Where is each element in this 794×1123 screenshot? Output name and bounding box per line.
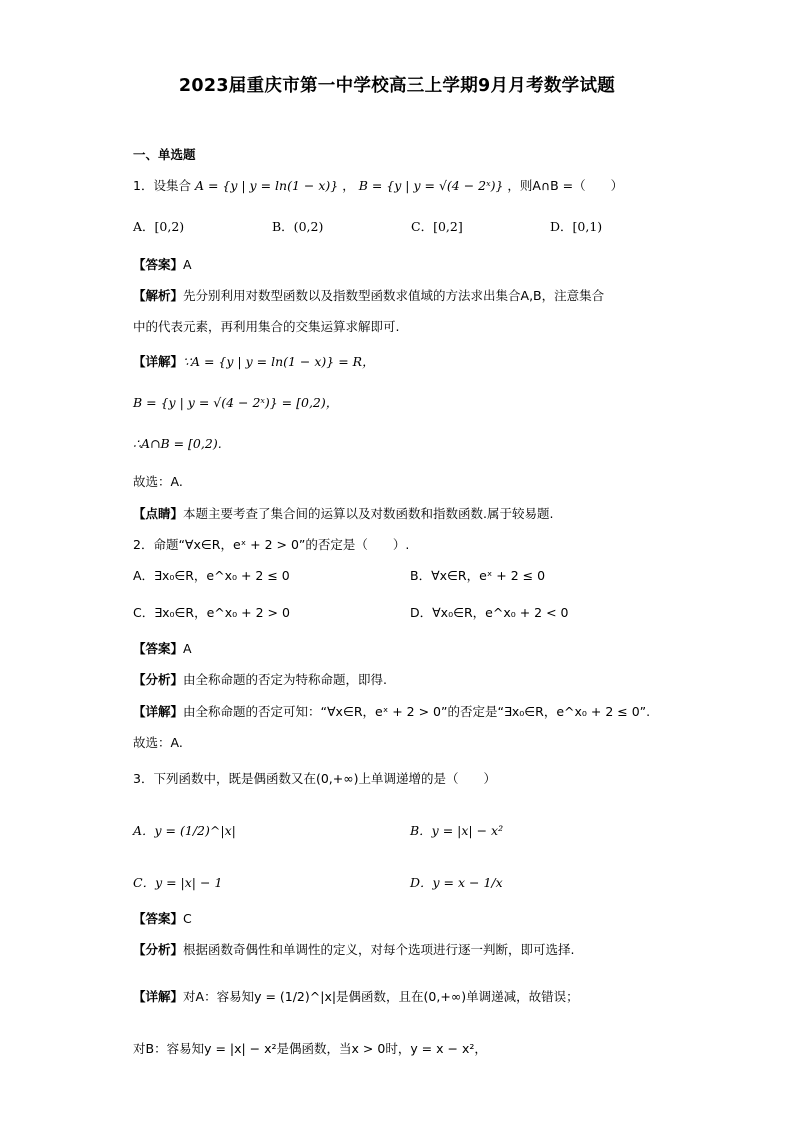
q1-stem (133, 177, 623, 195)
q2-option-d: D．∀x₀∈R，e^x₀ + 2 < 0 (410, 605, 569, 620)
section-heading: 一、单选题 (133, 147, 196, 162)
detail-text: 由全称命题的否定可知：“∀x∈R，eˣ + 2 > 0”的否定是“∃x₀∈R，e^x₀ + 2 ≤ 0”. (183, 704, 651, 719)
answer-value: A (183, 641, 192, 656)
q2-choose: 故选：A. (133, 735, 183, 750)
analysis-tag: 【分析】 (133, 942, 184, 957)
q3-option-c: C．y = |x| − 1 (133, 875, 223, 890)
q1-analysis-2: 中的代表元素，再利用集合的交集运算求解即可. (133, 319, 400, 334)
comment-text: 本题主要考查了集合间的运算以及对数函数和指数函数.属于较易题. (183, 506, 554, 521)
detail-text: 对A：容易知y = (1/2)^|x|是偶函数，且在(0,+∞)单调递减，故错误； (183, 989, 579, 1004)
answer-value: A (183, 257, 192, 272)
detail-tag: 【详解】 (133, 989, 184, 1004)
detail-tag: 【详解】 (133, 704, 184, 719)
analysis-text: 由全称命题的否定为特称命题，即得. (183, 672, 387, 687)
analysis-tag: 【解析】 (133, 288, 184, 303)
q1-option-c: C．[0,2] (411, 219, 463, 234)
detail-tag: 【详解】 (133, 354, 184, 369)
q1-set-b: B = {y | y = √(4 − 2ˣ)} (358, 178, 504, 193)
answer-tag: 【答案】 (133, 641, 184, 656)
q1-option-a: A．[0,2) (133, 219, 185, 234)
q1-stem-prefix: 1．设集合 (133, 178, 191, 193)
q3-answer (133, 910, 192, 928)
q2-option-c: C．∃x₀∈R，e^x₀ + 2 > 0 (133, 605, 290, 620)
analysis-text: 先分别利用对数型函数以及指数型函数求值域的方法求出集合A,B，注意集合 (183, 288, 605, 303)
q1-detail-2: B = {y | y = √(4 − 2ˣ)} = [0,2)， (133, 395, 339, 410)
q1-detail-3: ∴A∩B = [0,2). (133, 436, 222, 451)
q1-option-d: D．[0,1) (550, 219, 603, 234)
detail-text: ∵A = {y | y = ln(1 − x)} = R， (183, 354, 375, 369)
q1-detail-1 (133, 353, 375, 371)
q1-analysis-1 (133, 287, 604, 305)
analysis-text: 根据函数奇偶性和单调性的定义，对每个选项进行逐一判断，即可选择. (183, 942, 575, 957)
answer-tag: 【答案】 (133, 257, 184, 272)
page-title: 2023届重庆市第一中学校高三上学期9月月考数学试题 (178, 76, 616, 96)
q2-detail (133, 703, 650, 721)
comment-tag: 【点睛】 (133, 506, 184, 521)
q3-analysis (133, 941, 575, 959)
q1-sep: ， (342, 178, 355, 193)
q1-choose: 故选：A. (133, 474, 183, 489)
answer-tag: 【答案】 (133, 911, 184, 926)
q2-analysis (133, 671, 387, 689)
q3-detail-b: 对B：容易知y = |x| − x²是偶函数，当x > 0时，y = x − x²， (133, 1041, 487, 1056)
q2-option-a: A．∃x₀∈R，e^x₀ + 2 ≤ 0 (133, 568, 290, 583)
q3-option-b: B．y = |x| − x² (410, 823, 504, 838)
q1-stem-suffix: ，则A∩B =（ ） (507, 178, 624, 193)
q1-set-a: A = {y | y = ln(1 − x)} (194, 178, 339, 193)
q2-option-b: B．∀x∈R，eˣ + 2 ≤ 0 (410, 568, 546, 583)
q3-option-a: A．y = (1/2)^|x| (133, 823, 236, 838)
q3-stem: 3．下列函数中，既是偶函数又在(0,+∞)上单调递增的是（ ） (133, 771, 497, 786)
q1-option-b: B．(0,2) (272, 219, 324, 234)
q3-option-d: D．y = x − 1/x (410, 875, 503, 890)
answer-value: C (183, 911, 192, 926)
q3-detail-a (133, 988, 579, 1006)
q2-answer (133, 640, 192, 658)
analysis-tag: 【分析】 (133, 672, 184, 687)
q1-answer (133, 256, 192, 274)
q1-comment (133, 505, 553, 523)
q2-stem: 2．命题“∀x∈R，eˣ + 2 > 0”的否定是（ ）. (133, 537, 410, 552)
